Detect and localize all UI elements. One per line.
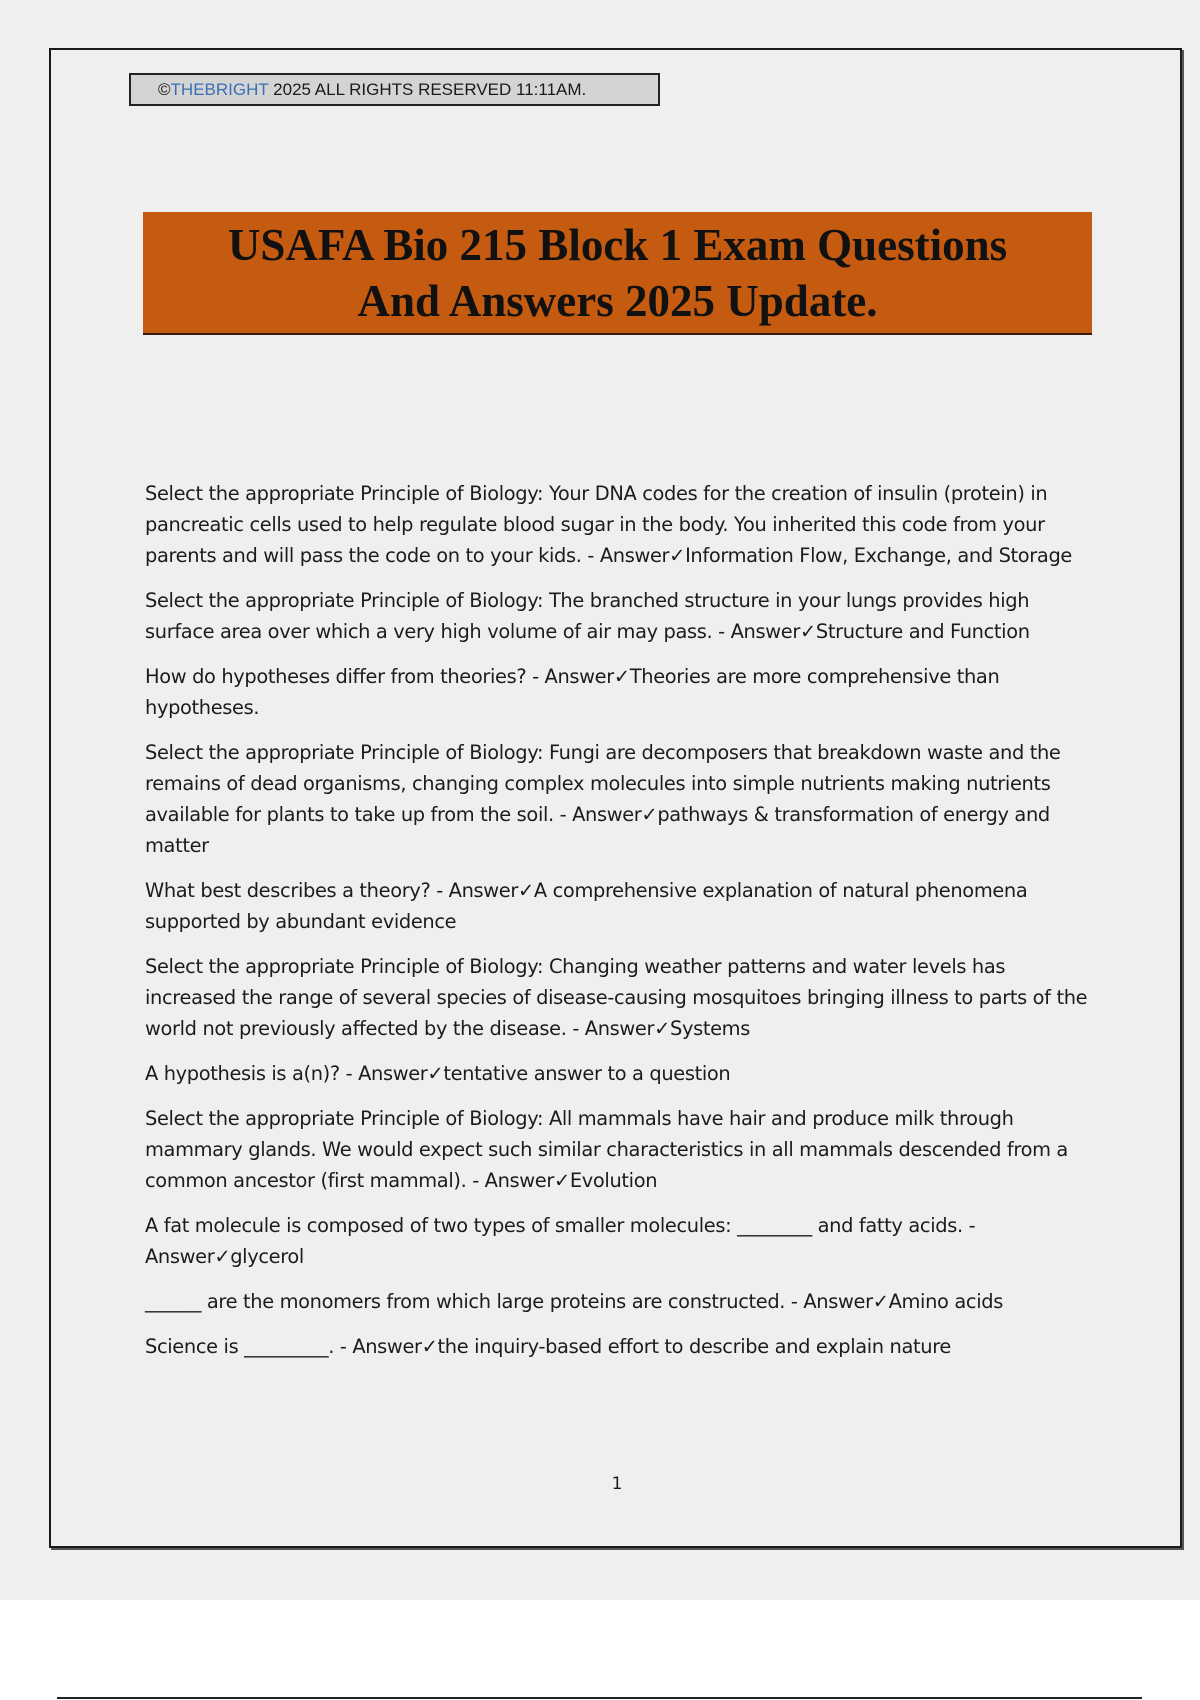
page-number: 1	[611, 1474, 623, 1494]
rights-text: 2025 ALL RIGHTS RESERVED 11:11AM.	[268, 80, 587, 99]
qa-item: How do hypotheses differ from theories? - Answer✓Theories are more comprehensive than hypotheses.	[145, 665, 1000, 719]
document-title-banner	[143, 212, 1092, 335]
qa-item: Science is _________. - Answer✓the inquiry-based effort to describe and explain nature	[145, 1335, 951, 1358]
qa-item: ______ are the monomers from which large proteins are constructed. - Answer✓Amino acids	[145, 1290, 1003, 1313]
next-page-divider	[57, 1697, 1142, 1699]
qa-item: Select the appropriate Principle of Biology: Fungi are decomposers that breakdown waste and the remains of dead organisms, changing complex molecules into simple nutrients making nutrients available for plants to take up from the soil. - Answer✓pathways & transformation of energy and matter	[145, 741, 1061, 857]
qa-item: Select the appropriate Principle of Biology: The branched structure in your lungs provides high surface area over which a very high volume of air may pass. - Answer✓Structure and Function	[145, 589, 1030, 643]
copyright-symbol: ©	[158, 80, 171, 99]
qa-item: A fat molecule is composed of two types of smaller molecules: ________ and fatty acids. - Answer✓glycerol	[145, 1214, 976, 1268]
copyright-banner	[129, 73, 660, 106]
qa-item: Select the appropriate Principle of Biology: All mammals have hair and produce milk through mammary glands. We would expect such similar characteristics in all mammals descended from a common ancestor (first mammal). - Answer✓Evolution	[145, 1107, 1068, 1192]
qa-item: Select the appropriate Principle of Biology: Changing weather patterns and water levels has increased the range of several species of disease-causing mosquitoes bringing illness to parts of the world not previously affected by the disease. - Answer✓Systems	[145, 955, 1088, 1040]
question-answer-list	[145, 478, 1095, 1376]
document-title-line-1: USAFA Bio 215 Block 1 Exam Questions	[227, 219, 1008, 270]
brand-name: THEBRIGHT	[170, 80, 269, 99]
document-title-line-2: And Answers 2025 Update.	[357, 275, 878, 326]
qa-item: Select the appropriate Principle of Biology: Your DNA codes for the creation of insulin (protein) in pancreatic cells used to help regulate blood sugar in the body. You inherited this code from your parents and will pass the code on to your kids. - Answer✓Information Flow, Exchange, and Storage	[145, 482, 1073, 567]
qa-item: What best describes a theory? - Answer✓A comprehensive explanation of natural phenomena supported by abundant evidence	[145, 879, 1028, 933]
qa-item: A hypothesis is a(n)? - Answer✓tentative answer to a question	[145, 1062, 731, 1085]
